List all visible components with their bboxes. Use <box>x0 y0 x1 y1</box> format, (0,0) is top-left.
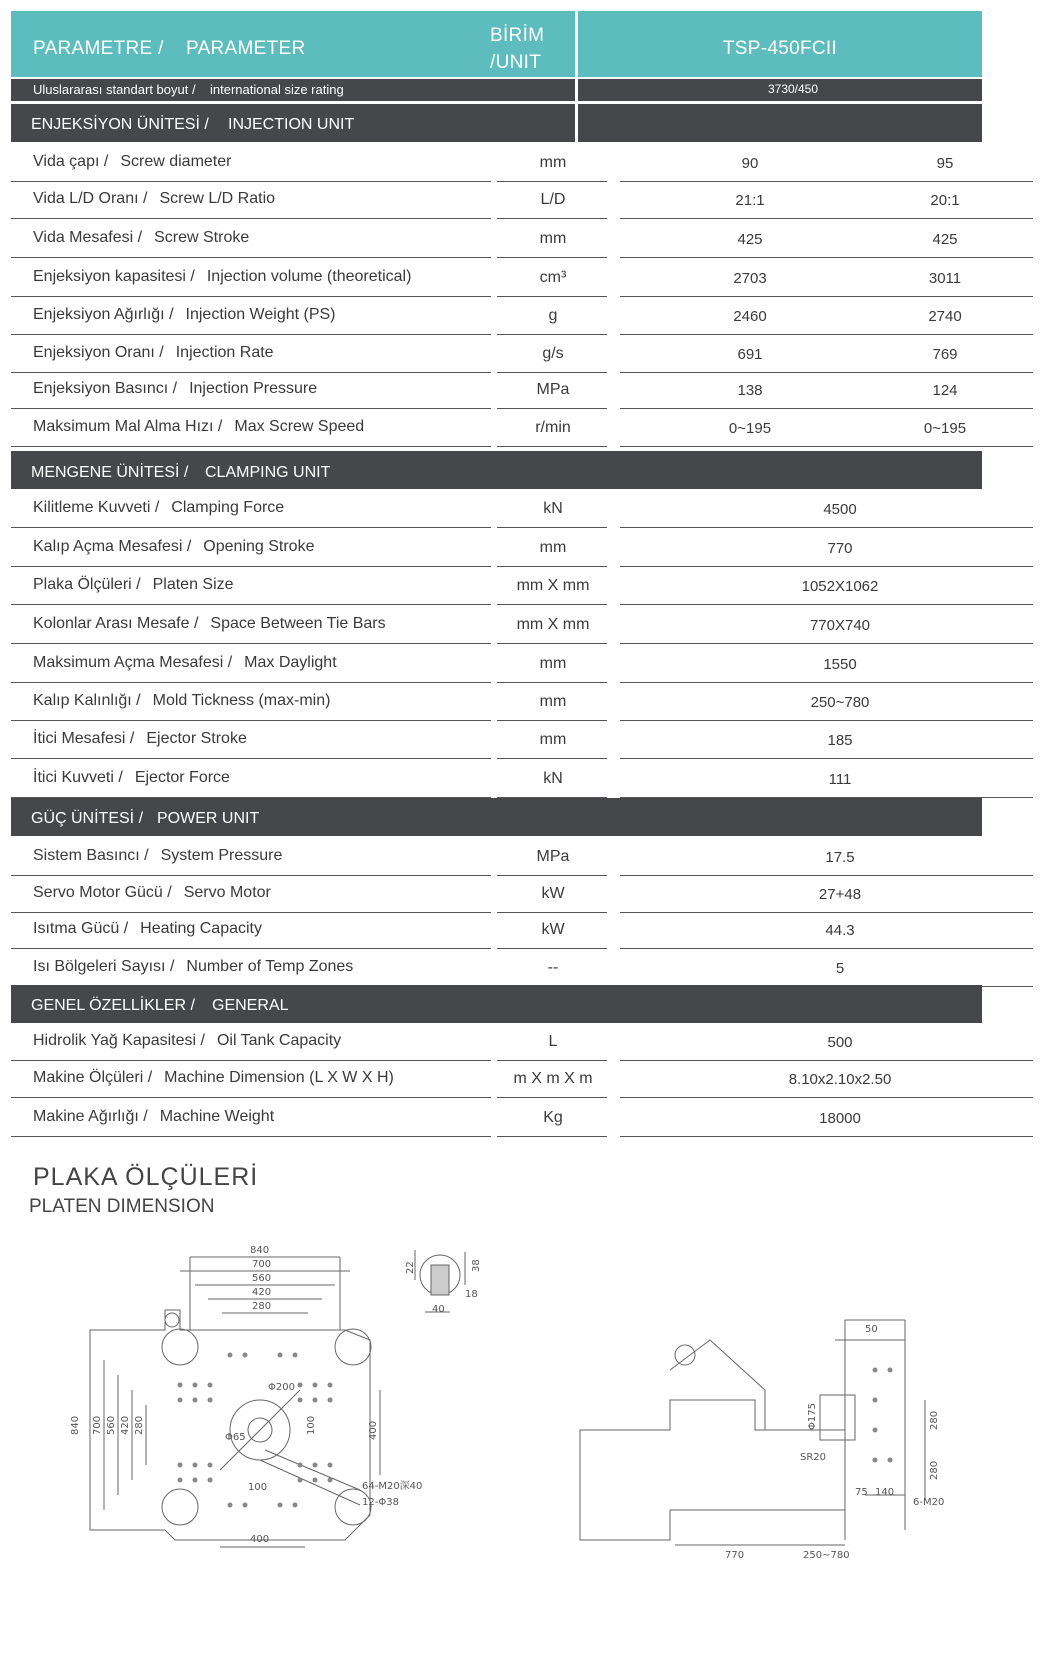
row-value-v2: 95 <box>936 155 954 172</box>
row-value-v2: 3011 <box>928 270 962 287</box>
row-label-tr: Enjeksiyon kapasitesi / <box>33 268 195 285</box>
row-divider <box>620 604 1033 605</box>
row-divider <box>497 334 607 335</box>
row-label-en: Screw diameter <box>120 153 232 170</box>
row-label-en: Machine Dimension (L X W X H) <box>164 1069 394 1086</box>
row-divider <box>497 1136 607 1137</box>
platen-title-tr: PLAKA ÖLÇÜLERİ <box>33 1163 259 1191</box>
param-title-tr: PARAMETRE / <box>33 38 164 59</box>
row-label <box>33 1108 274 1126</box>
tslot-detail-drawing <box>395 1240 505 1320</box>
row-unit: mm X mm <box>516 577 590 594</box>
dim-s20: SR20 <box>800 1452 827 1463</box>
dim-h280: 280 <box>134 1415 145 1435</box>
row-label <box>33 958 353 976</box>
row-label-tr: İtici Kuvveti / <box>33 769 123 786</box>
platen-front-drawing <box>70 1235 450 1555</box>
row-divider <box>11 948 491 949</box>
clamping-title-tr: MENGENE ÜNİTESİ / <box>31 464 189 481</box>
row-divider <box>620 181 1033 182</box>
dim-s140: 140 <box>875 1487 895 1498</box>
row-divider <box>497 408 607 409</box>
row-label-tr: Kalıp Açma Mesafesi / <box>33 538 192 555</box>
row-divider <box>620 1060 1033 1061</box>
row-label-tr: Plaka Ölçüleri / <box>33 576 141 593</box>
row-divider <box>497 604 607 605</box>
row-divider <box>497 720 607 721</box>
platen-title-en: PLATEN DIMENSION <box>29 1196 215 1217</box>
row-value: 18000 <box>819 1110 861 1127</box>
row-label-tr: Vida çapı / <box>33 153 109 170</box>
general-title-en: GENERAL <box>212 997 289 1014</box>
row-label-en: Opening Stroke <box>203 538 315 555</box>
row-label-en: System Pressure <box>160 847 283 864</box>
row-value-v1: 138 <box>737 382 763 399</box>
row-unit: g <box>548 307 558 324</box>
dim-hole: 12-Φ38 <box>362 1497 399 1508</box>
power-title-tr: GÜÇ ÜNİTESİ / <box>31 810 144 827</box>
row-unit: MPa <box>536 381 570 398</box>
row-label-en: Injection Pressure <box>189 380 318 397</box>
row-divider <box>497 875 607 876</box>
row-divider <box>11 875 491 876</box>
row-value: 27+48 <box>818 886 862 903</box>
row-value: 5 <box>835 960 845 977</box>
row-divider <box>497 912 607 913</box>
row-value: 17.5 <box>825 849 855 866</box>
row-label-en: Ejector Force <box>134 769 230 786</box>
row-label-en: Screw L/D Ratio <box>159 190 276 207</box>
row-label-tr: Hidrolik Yağ Kapasitesi / <box>33 1032 205 1049</box>
row-label-tr: Maksimum Açma Mesafesi / <box>33 654 233 671</box>
dim-h560: 560 <box>106 1415 117 1435</box>
row-unit: -- <box>547 959 559 976</box>
row-label-en: Number of Temp Zones <box>186 958 354 975</box>
row-divider <box>620 334 1033 335</box>
row-value: 111 <box>828 771 852 788</box>
row-label <box>33 692 330 710</box>
row-divider <box>497 643 607 644</box>
row-divider <box>497 372 607 373</box>
row-label-tr: Maksimum Mal Alma Hızı / <box>33 418 223 435</box>
row-divider <box>620 218 1033 219</box>
row-label <box>33 730 247 748</box>
row-value: 8.10x2.10x2.50 <box>788 1071 892 1088</box>
row-divider <box>11 296 491 297</box>
dim-s75: 75 <box>855 1487 868 1498</box>
row-divider <box>620 296 1033 297</box>
dim-s175: Φ175 <box>807 1403 818 1430</box>
size-rating-label-tr: Uluslararası standart boyut / <box>33 82 196 97</box>
injection-section-bar-right <box>578 104 982 142</box>
row-divider <box>11 566 491 567</box>
row-label <box>33 615 386 633</box>
row-value-v1: 0~195 <box>728 420 772 437</box>
dim-s280b: 280 <box>929 1460 940 1480</box>
row-label-en: Space Between Tie Bars <box>210 615 386 632</box>
dim-w560: 560 <box>252 1273 272 1284</box>
row-unit: L/D <box>540 191 566 208</box>
size-rating-value: 3730/450 <box>767 82 819 96</box>
row-label-tr: Kolonlar Arası Mesafe / <box>33 615 199 632</box>
row-label <box>33 499 284 517</box>
row-value-v1: 90 <box>741 155 759 172</box>
row-unit: kN <box>543 500 563 517</box>
row-label <box>33 1032 341 1050</box>
row-divider <box>11 1060 491 1061</box>
row-divider <box>11 643 491 644</box>
row-unit: kW <box>541 885 565 902</box>
row-label <box>33 418 364 436</box>
row-value-v2: 20:1 <box>930 192 960 209</box>
row-label-en: Servo Motor <box>183 884 271 901</box>
row-label-en: Max Screw Speed <box>234 418 365 435</box>
dim-d65: Φ65 <box>225 1432 246 1443</box>
dim-s50: 50 <box>865 1324 878 1335</box>
row-divider <box>620 408 1033 409</box>
row-label-tr: Kilitleme Kuvveti / <box>33 499 160 516</box>
row-unit: cm³ <box>539 269 567 286</box>
row-unit: m X m X m <box>513 1070 593 1087</box>
dim-s770: 770 <box>725 1550 745 1561</box>
row-divider <box>497 1060 607 1061</box>
dim-s6m20: 6-M20 <box>913 1497 945 1508</box>
row-value: 770X740 <box>809 617 871 634</box>
row-value-v1: 2460 <box>733 308 767 325</box>
row-divider <box>620 1136 1033 1137</box>
row-label-tr: Isıtma Gücü / <box>33 920 129 937</box>
row-divider <box>620 682 1033 683</box>
row-label-tr: Makine Ölçüleri / <box>33 1069 153 1086</box>
clamping-title-en: CLAMPING UNIT <box>205 464 331 481</box>
row-divider <box>497 566 607 567</box>
row-label <box>33 654 337 672</box>
row-divider <box>11 682 491 683</box>
row-label-en: Clamping Force <box>171 499 285 516</box>
dim-t40: 40 <box>432 1304 445 1315</box>
row-divider <box>11 912 491 913</box>
dim-w840: 840 <box>250 1245 270 1256</box>
row-label-en: Ejector Stroke <box>146 730 247 747</box>
dim-s250: 250~780 <box>803 1550 850 1561</box>
row-value: 185 <box>827 732 853 749</box>
model-title: TSP-450FCII <box>722 38 838 59</box>
dim-t18: 18 <box>465 1289 478 1300</box>
row-unit: L <box>548 1033 558 1050</box>
row-divider <box>620 257 1033 258</box>
row-label-tr: Isı Bölgeleri Sayısı / <box>33 958 175 975</box>
row-divider <box>620 720 1033 721</box>
row-unit: g/s <box>542 345 564 362</box>
row-divider <box>620 912 1033 913</box>
platen-side-drawing <box>575 1300 970 1565</box>
row-divider <box>497 682 607 683</box>
row-divider <box>620 643 1033 644</box>
row-divider <box>11 446 491 447</box>
row-label-en: Heating Capacity <box>140 920 262 937</box>
row-label-tr: Makine Ağırlığı / <box>33 1108 148 1125</box>
row-divider <box>11 334 491 335</box>
row-value-v2: 425 <box>932 231 958 248</box>
row-value: 1550 <box>823 656 857 673</box>
row-divider <box>620 758 1033 759</box>
size-rating-label-en: international size rating <box>210 82 344 97</box>
row-value-v2: 124 <box>932 382 958 399</box>
row-label <box>33 769 230 787</box>
row-value: 44.3 <box>825 922 855 939</box>
row-label <box>33 153 231 171</box>
row-divider <box>497 218 607 219</box>
row-unit: mm X mm <box>516 616 590 633</box>
row-label <box>33 190 275 208</box>
row-divider <box>11 1136 491 1137</box>
row-value-v1: 21:1 <box>735 192 765 209</box>
row-unit: MPa <box>536 848 570 865</box>
row-label <box>33 576 234 594</box>
row-label-en: Injection Rate <box>175 344 274 361</box>
row-label-en: Platen Size <box>152 576 234 593</box>
dim-t22: 22 <box>405 1261 416 1274</box>
row-label <box>33 306 336 324</box>
power-title-en: POWER UNIT <box>157 810 260 827</box>
row-divider <box>497 181 607 182</box>
row-label-tr: Enjeksiyon Ağırlığı / <box>33 306 174 323</box>
row-divider <box>620 875 1033 876</box>
row-divider <box>11 1097 491 1098</box>
unit-title-tr: BİRİM <box>490 25 545 46</box>
row-label <box>33 229 249 247</box>
dim-w700: 700 <box>252 1259 272 1270</box>
injection-title-en: INJECTION UNIT <box>228 116 355 133</box>
row-label-tr: Servo Motor Gücü / <box>33 884 172 901</box>
row-value-v1: 2703 <box>733 270 767 287</box>
row-divider <box>620 372 1033 373</box>
row-value-v2: 0~195 <box>923 420 967 437</box>
dim-h840: 840 <box>70 1415 81 1435</box>
row-unit: r/min <box>535 419 571 436</box>
row-label <box>33 847 282 865</box>
row-value: 1052X1062 <box>801 578 879 595</box>
row-value: 4500 <box>823 501 857 518</box>
row-divider <box>497 257 607 258</box>
row-label-en: Mold Tickness (max-min) <box>152 692 331 709</box>
row-unit: kN <box>543 770 563 787</box>
row-label <box>33 268 411 286</box>
row-divider <box>11 181 491 182</box>
row-unit: mm <box>539 731 567 748</box>
row-divider <box>497 296 607 297</box>
row-divider <box>620 527 1033 528</box>
row-divider <box>11 527 491 528</box>
row-unit: Kg <box>543 1109 563 1126</box>
row-divider <box>11 257 491 258</box>
row-label-tr: İtici Mesafesi / <box>33 730 135 747</box>
row-divider <box>497 446 607 447</box>
row-unit: mm <box>539 154 567 171</box>
row-label-tr: Kalıp Kalınlığı / <box>33 692 141 709</box>
row-label-en: Screw Stroke <box>154 229 250 246</box>
row-label-en: Machine Weight <box>159 1108 275 1125</box>
row-divider <box>497 1097 607 1098</box>
row-value: 250~780 <box>810 694 870 711</box>
dim-h700: 700 <box>92 1415 103 1435</box>
row-label-tr: Vida Mesafesi / <box>33 229 143 246</box>
row-divider <box>620 446 1033 447</box>
row-divider <box>11 218 491 219</box>
row-value: 500 <box>827 1034 853 1051</box>
row-divider <box>11 408 491 409</box>
injection-title-tr: ENJEKSİYON ÜNİTESİ / <box>31 116 209 133</box>
row-value: 770 <box>827 540 853 557</box>
dim-t38: 38 <box>471 1259 482 1272</box>
dim-bolt: 64-M20深40 <box>362 1481 423 1492</box>
row-label-tr: Vida L/D Oranı / <box>33 190 148 207</box>
row-value-v1: 691 <box>737 346 763 363</box>
dim-d200: Φ200 <box>268 1382 295 1393</box>
row-label <box>33 1069 394 1087</box>
dim-d100b: 100 <box>306 1415 317 1435</box>
param-title-en: PARAMETER <box>186 38 306 59</box>
row-value-v2: 769 <box>932 346 958 363</box>
dim-d400b: 400 <box>250 1534 270 1545</box>
dim-s280: 280 <box>929 1410 940 1430</box>
row-label-en: Oil Tank Capacity <box>216 1032 342 1049</box>
row-divider <box>11 758 491 759</box>
row-divider <box>497 948 607 949</box>
dim-w280: 280 <box>252 1301 272 1312</box>
row-label-en: Max Daylight <box>244 654 337 671</box>
dim-w420: 420 <box>252 1287 272 1298</box>
general-title-tr: GENEL ÖZELLİKLER / <box>31 997 195 1014</box>
row-unit: mm <box>539 655 567 672</box>
row-value-v2: 2740 <box>928 308 962 325</box>
row-unit: mm <box>539 230 567 247</box>
row-label <box>33 538 314 556</box>
row-unit: mm <box>539 539 567 556</box>
row-divider <box>11 372 491 373</box>
row-label-en: Injection volume (theoretical) <box>206 268 412 285</box>
row-divider <box>11 720 491 721</box>
row-unit: kW <box>541 921 565 938</box>
row-label <box>33 884 271 902</box>
row-label <box>33 920 262 938</box>
row-divider <box>620 566 1033 567</box>
dim-h420: 420 <box>120 1415 131 1435</box>
unit-title-en: /UNIT <box>490 52 542 73</box>
row-value-v1: 425 <box>737 231 763 248</box>
dim-d100: 100 <box>248 1482 268 1493</box>
row-label <box>33 380 317 398</box>
row-label-tr: Enjeksiyon Oranı / <box>33 344 164 361</box>
row-divider <box>497 758 607 759</box>
row-divider <box>620 948 1033 949</box>
row-divider <box>497 527 607 528</box>
row-label <box>33 344 274 362</box>
row-divider <box>620 1097 1033 1098</box>
dim-d400: 400 <box>368 1420 379 1440</box>
row-label-tr: Enjeksiyon Basıncı / <box>33 380 178 397</box>
row-unit: mm <box>539 693 567 710</box>
row-label-en: Injection Weight (PS) <box>185 306 336 323</box>
row-divider <box>11 604 491 605</box>
row-label-tr: Sistem Basıncı / <box>33 847 149 864</box>
